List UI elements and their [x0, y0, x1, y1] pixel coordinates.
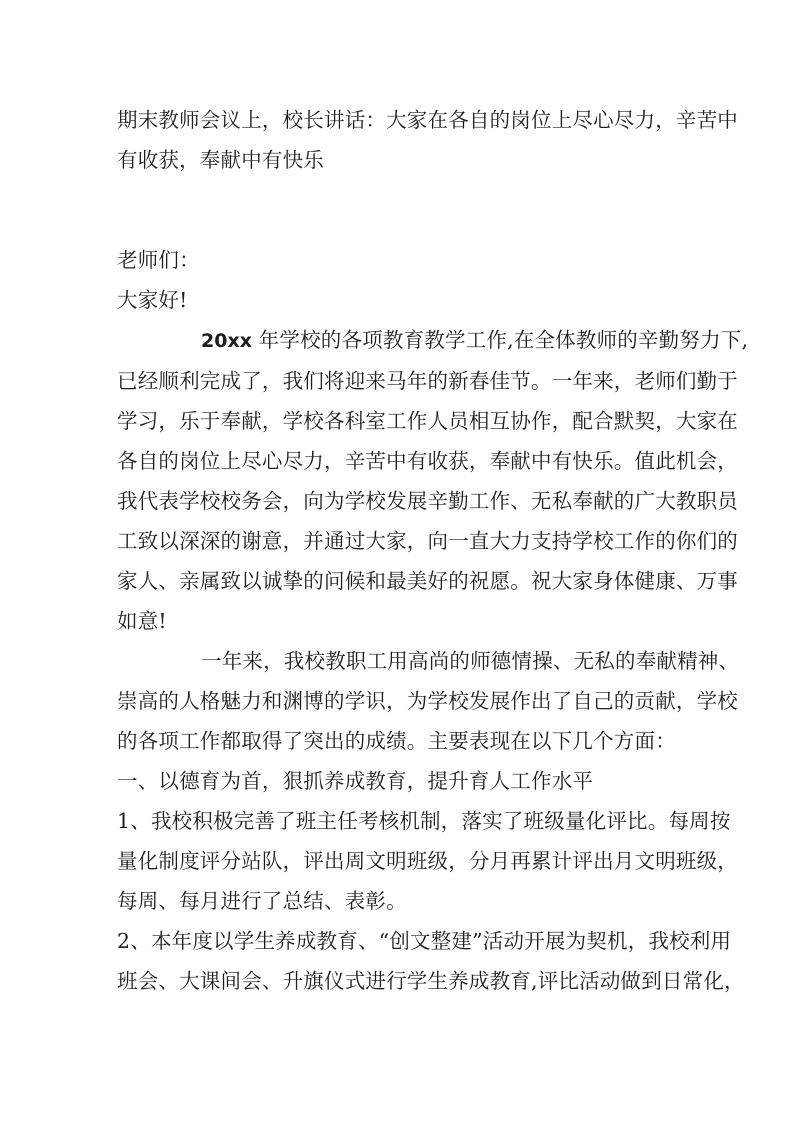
paragraph-two-line-1	[117, 641, 740, 681]
document-title-line-2: 有收获，奉献中有快乐	[117, 148, 324, 172]
paragraph-one-line-3: 学习，乐于奉献，学校各科室工作人员相互协作，配合默契，大家在	[117, 409, 738, 433]
paragraph-one-line-7: 家人、亲属致以诚挚的问候和最美好的祝愿。祝大家身体健康、万事	[117, 569, 738, 593]
list-item-one-line-2: 量化制度评分站队，评出周文明班级，分月再累计评出月文明班级，	[117, 849, 738, 873]
paragraph-one-line-2: 已经顺利完成了，我们将迎来马年的新春佳节。一年来，老师们勤于	[117, 369, 738, 393]
paragraph-one	[117, 320, 749, 641]
paragraph-two	[117, 641, 740, 761]
list-item-two-line-2: 班会、大课间会、升旗仪式进行学生养成教育,评比活动做到日常化，	[117, 969, 745, 993]
paragraph-one-line-6: 工致以深深的谢意，并通过大家，向一直大力支持学校工作的你们的	[117, 529, 738, 553]
salutation-greeting: 大家好!	[117, 288, 188, 312]
paragraph-two-line-2: 崇高的人格魅力和渊博的学识，为学校发展作出了自己的贡献，学校	[117, 689, 738, 713]
list-item-one-line-1: 1、我校积极完善了班主任考核机制，落实了班级量化评比。每周按	[117, 809, 731, 833]
year-label: 20xx	[201, 330, 252, 352]
section-heading-one: 一、以德育为首，狠抓养成教育，提升育人工作水平	[117, 769, 594, 793]
document-body	[117, 100, 749, 1001]
list-item-two-line-1: 2、本年度以学生养成教育、“创文整建”活动开展为契机，我校利用	[117, 929, 732, 953]
title-gap-spacer-half	[117, 220, 679, 240]
list-item-one	[117, 801, 738, 921]
paragraph-one-line-8: 如意!	[117, 609, 167, 633]
document-title-line-1: 期末教师会议上，校长讲话：大家在各自的岗位上尽心尽力，辛苦中	[117, 108, 738, 132]
paragraph-one-line-5: 我代表学校校务会，向为学校发展辛勤工作、无私奉献的广大教职员	[117, 489, 738, 513]
list-item-two	[117, 921, 745, 1001]
list-item-one-line-3: 每周、每月进行了总结、表彰。	[117, 889, 407, 913]
paragraph-two-line-1-text: 一年来，我校教职工用高尚的师德情操、无私的奉献精神、	[201, 649, 740, 673]
title-gap-spacer	[117, 180, 679, 220]
paragraph-one-line-1	[117, 320, 749, 361]
paragraph-one-line-1-text: 年学校的各项教育教学工作,在全体教师的辛勤努力下,	[251, 328, 749, 352]
paragraph-two-line-3: 的各项工作都取得了突出的成绩。主要表现在以下几个方面：	[117, 729, 676, 753]
salutation-addressee: 老师们：	[117, 248, 200, 272]
paragraph-one-line-4: 各自的岗位上尽心尽力，辛苦中有收获，奉献中有快乐。值此机会，	[117, 449, 738, 473]
